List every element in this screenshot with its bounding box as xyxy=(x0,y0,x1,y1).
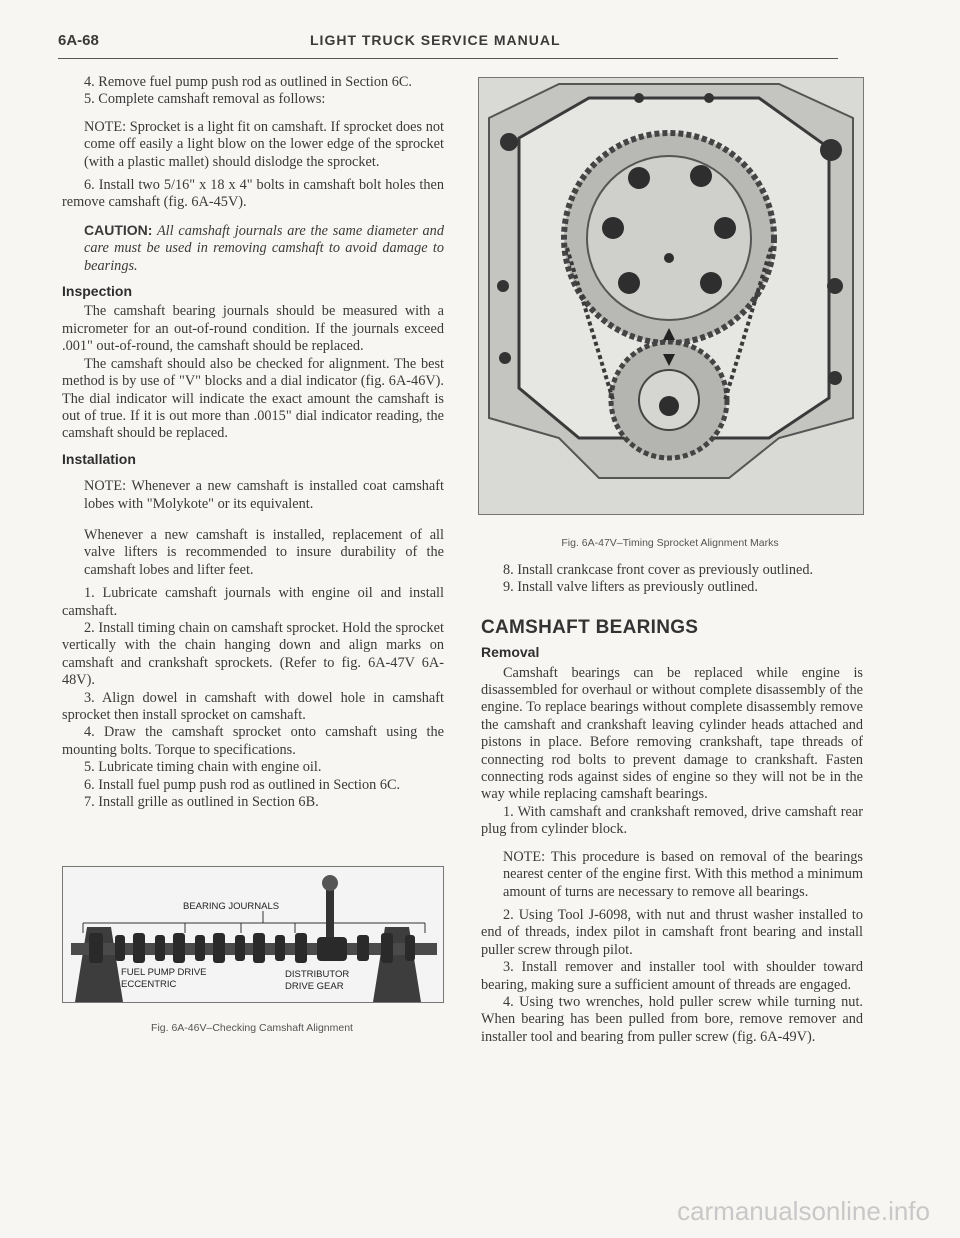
step-install-valve-lifters: 9. Install valve lifters as previously outlined. xyxy=(503,579,758,596)
right-column xyxy=(481,562,863,1046)
step-complete-removal: 5. Complete camshaft removal as follows: xyxy=(84,91,326,108)
label-fuel-pump-line1: FUEL PUMP DRIVE xyxy=(121,967,207,978)
label-fuel-pump xyxy=(121,967,207,991)
install-step-3: 3. Align dowel in camshaft with dowel hole in camshaft sprocket then install sprocket on camshaft. xyxy=(62,689,444,723)
label-distributor-line2: DRIVE GEAR xyxy=(285,981,344,992)
install-step-6: 6. Install fuel pump push rod as outlined in Section 6C. xyxy=(84,776,401,793)
camshaft-illustration xyxy=(63,867,443,1002)
install-step-2: 2. Install timing chain on camshaft sprocket. Hold the sprocket vertically with the chain hanging down and align marks on camshaft and crankshaft sprockets. (Refer to fig. 6A-47V 6A-48V). xyxy=(62,619,444,689)
manual-title: LIGHT TRUCK SERVICE MANUAL xyxy=(310,32,561,48)
watermark: carmanualsonline.info xyxy=(677,1196,930,1226)
caption-fig-47: Fig. 6A-47V–Timing Sprocket Alignment Marks xyxy=(561,537,779,549)
label-distributor-line1: DISTRIBUTOR xyxy=(285,969,350,980)
step-install-front-cover: 8. Install crankcase front cover as previously outlined. xyxy=(503,562,814,578)
page-number: 6A-68 xyxy=(58,32,99,49)
left-column xyxy=(62,74,444,811)
inspection-para-1: The camshaft bearing journals should be measured with a micrometer for an out-of-round condition. If the journals exceed .001" out-of-round, the camshaft should be replaced. xyxy=(62,303,444,355)
removal-step-3: 3. Install remover and installer tool with shoulder toward bearing, making sure a sufficient amount of threads are engaged. xyxy=(481,959,863,993)
step-remove-push-rod: 4. Remove fuel pump push rod as outlined in Section 6C. xyxy=(84,74,412,90)
removal-heading: Removal xyxy=(481,644,540,661)
inspection-heading: Inspection xyxy=(62,283,133,300)
figure-camshaft-alignment xyxy=(62,866,444,1003)
section-heading-camshaft-bearings: CAMSHAFT BEARINGS xyxy=(481,616,699,638)
label-distributor xyxy=(285,969,349,993)
timing-sprocket-photo xyxy=(479,78,863,514)
install-step-5: 5. Lubricate timing chain with engine oil. xyxy=(84,759,322,776)
note-valve-lifters: Whenever a new camshaft is installed, replacement of all valve lifters is recommended to insure durability of the camshaft lobes and lifter feet. xyxy=(84,526,444,578)
installation-heading: Installation xyxy=(62,450,136,467)
figure-timing-sprocket xyxy=(478,77,864,515)
caution-label: CAUTION: xyxy=(84,221,153,238)
removal-step-2: 2. Using Tool J-6098, with nut and thrust washer installed to end of threads, index pilot in camshaft front bearing and install puller screw through pilot. xyxy=(481,906,863,958)
install-step-7: 7. Install grille as outlined in Section 6B. xyxy=(84,794,319,811)
caution-block xyxy=(84,222,444,275)
removal-step-1: 1. With camshaft and crankshaft removed, drive camshaft rear plug from cylinder block. xyxy=(481,803,863,838)
caption-fig-46: Fig. 6A-46V–Checking Camshaft Alignment xyxy=(151,1022,353,1034)
inspection-para-2: The camshaft should also be checked for alignment. The best method is by use of "V" blocks and a dial indicator (fig. 6A-46V). The dial indicator will indicate the exact amount the camshaft is out of true. If it is out more than .0015" dial indicator reading, the camshaft should be replaced. xyxy=(62,355,444,442)
note-procedure: NOTE: This procedure is based on removal of the bearings nearest center of the engine first. With this method a minimum amount of turns are necessary to remove all bearings. xyxy=(503,848,863,900)
caution-text: All camshaft journals are the same diameter and care must be used in removing camshaft to avoid damage to bearings. xyxy=(84,222,444,274)
removal-para: Camshaft bearings can be replaced while engine is disassembled for overhaul or without complete disassembly of the engine. To replace bearings without complete disassembly remove the camshaft and crankshaft leaving cylinder heads attached and pistons in place. Before removing crankshaft, tape threads of connecting rod bolts to prevent damage to crankshaft. Fasten connecting rods against sides of engine so they will not be in the way while replacing camshaft bearings. xyxy=(481,664,863,803)
step-install-bolts: 6. Install two 5/16" x 18 x 4" bolts in camshaft bolt holes then remove camshaft (fig. 6A-45V). xyxy=(62,177,444,211)
note-molykote: NOTE: Whenever a new camshaft is installed coat camshaft lobes with "Molykote" or its equivalent. xyxy=(84,478,444,512)
label-fuel-pump-line2: ECCENTRIC xyxy=(121,979,177,990)
page-header xyxy=(58,30,838,59)
install-step-1: 1. Lubricate camshaft journals with engine oil and install camshaft. xyxy=(62,585,444,619)
removal-step-4: 4. Using two wrenches, hold puller screw while turning nut. When bearing has been pulled from bore, remove remover and installer tool and bearing from puller screw (fig. 6A-49V). xyxy=(481,993,863,1045)
note-sprocket: NOTE: Sprocket is a light fit on camshaft. If sprocket does not come off easily a light blow on the lower edge of the sprocket (with a plastic mallet) should dislodge the sprocket. xyxy=(84,118,444,170)
label-bearing-journals: BEARING JOURNALS xyxy=(183,901,280,912)
install-step-4: 4. Draw the camshaft sprocket onto camshaft using the mounting bolts. Torque to specifications. xyxy=(62,724,444,758)
